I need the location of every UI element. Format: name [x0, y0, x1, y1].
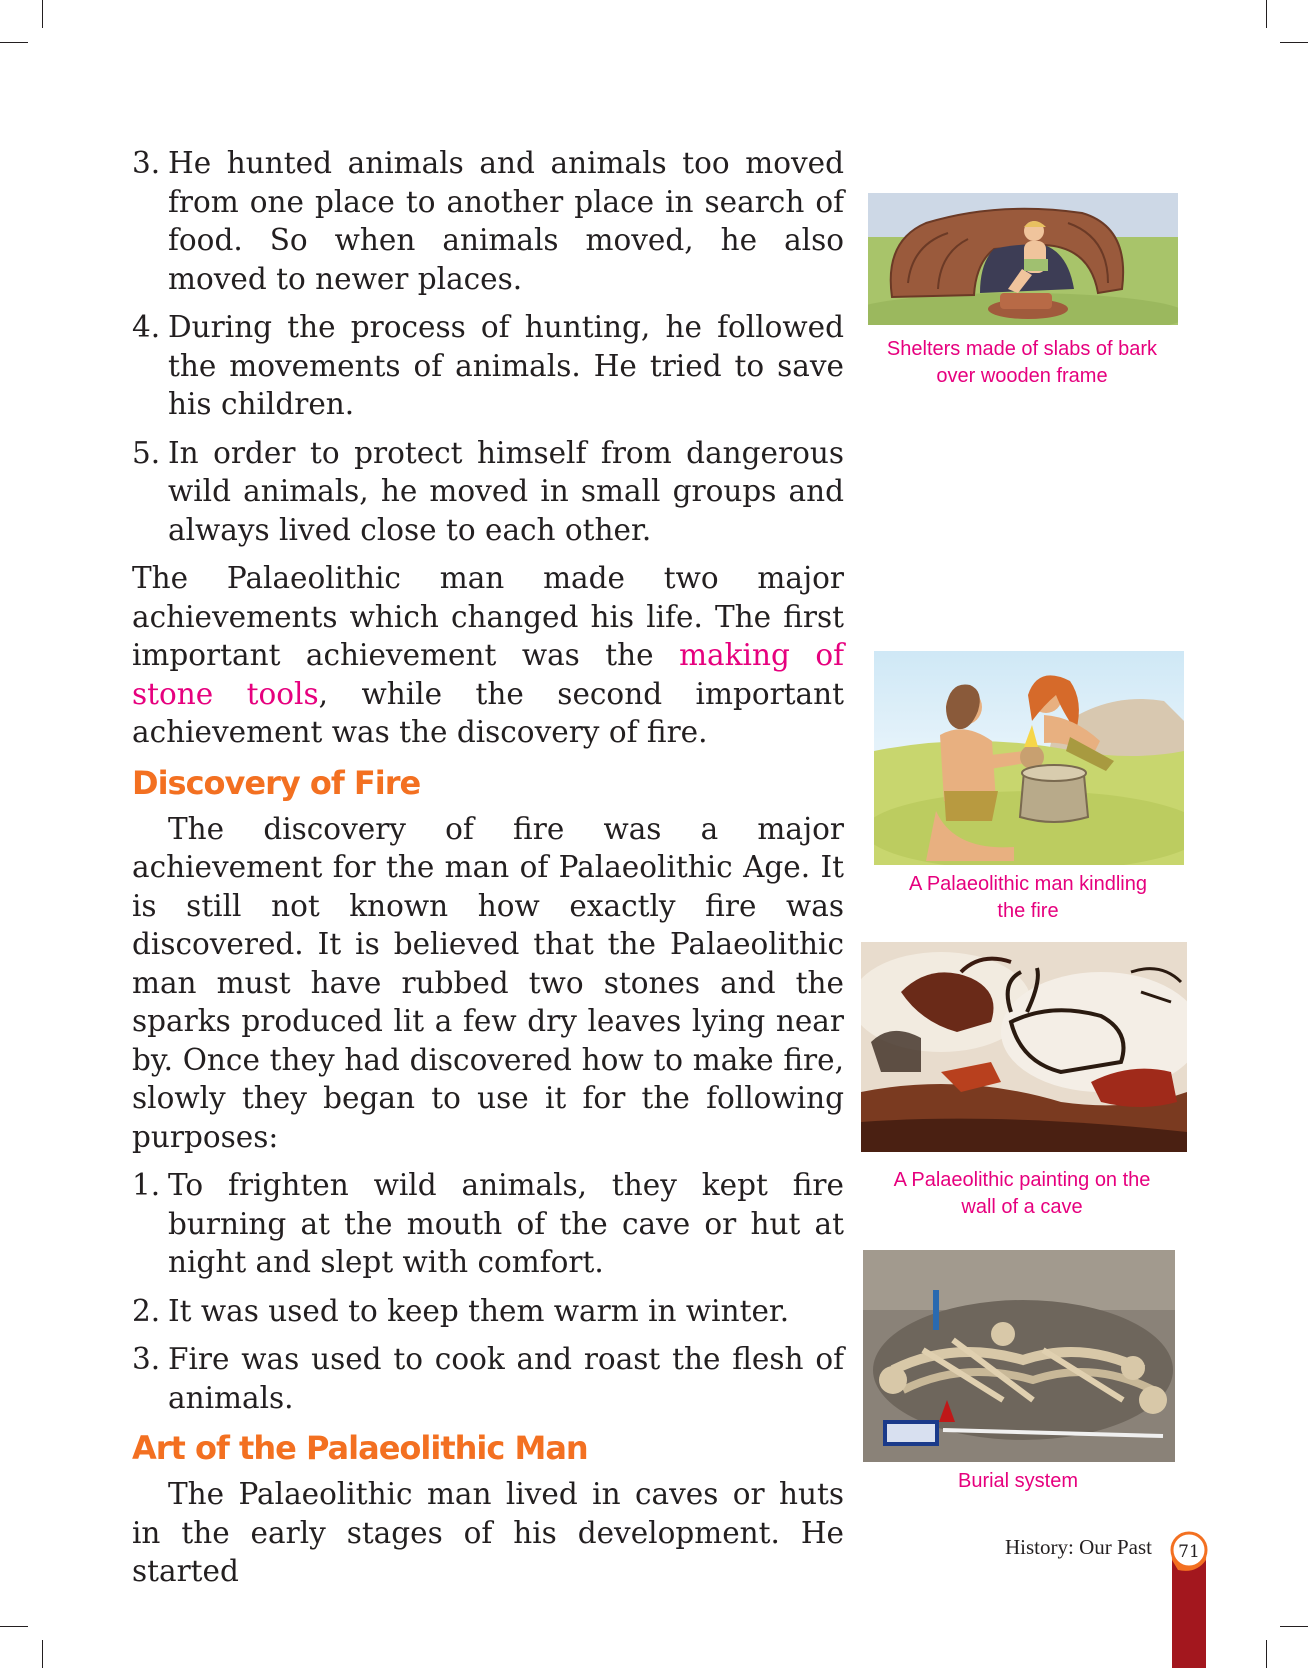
hunting-list: [132, 144, 844, 549]
crop-mark: [1280, 1626, 1308, 1627]
highlight-term: making of stone tools: [132, 638, 844, 711]
section-heading-art: Art of the Palaeolithic Man: [132, 1429, 588, 1467]
fire-caption: A Palaeolithic man kindling the fire: [909, 873, 1147, 922]
art-paragraph: The Palaeolithic man lived in caves or huts in the early stages of his development. He started: [132, 1477, 844, 1588]
shelter-caption: Shelters made of slabs of bark over wooden frame: [886, 338, 1158, 387]
achievements-paragraph: The Palaeolithic man made two major achievements which changed his life. The first important achievement was the making of stone tools, while the second important achievement was the discovery of fire.: [132, 561, 844, 749]
cave-painting-photo: [861, 942, 1187, 1152]
crop-mark: [0, 42, 28, 43]
crop-mark: [42, 1640, 43, 1668]
burial-photo: [863, 1250, 1175, 1462]
crop-mark: [1280, 42, 1308, 43]
section-heading-fire: Discovery of Fire: [132, 763, 421, 802]
fire-kindling-illustration: [874, 651, 1184, 865]
main-text-column: [132, 144, 844, 1601]
page-number: 71: [1178, 1542, 1200, 1562]
crop-mark: [1266, 1640, 1267, 1668]
list-item: 1. To frighten wild animals, they kept fire burning at the mouth of the cave or hut at night and slept with comfort.: [132, 1168, 844, 1279]
crop-mark: [1266, 0, 1267, 28]
crop-mark: [0, 1626, 28, 1627]
list-item: 5. In order to protect himself from dangerous wild animals, he moved in small groups and always lived close to each other.: [132, 435, 844, 547]
fire-paragraph: The discovery of fire was a major achievement for the man of Palaeolithic Age. It is still not known how exactly fire was discovered. It is believed that the Palaeolithic man must have rubbed two stones and the sparks produced lit a few dry leaves lying near by. Once they had discovered how to make fire, slowly they began to use it for the following purposes:: [132, 811, 844, 1154]
list-item: 3. Fire was used to cook and roast the flesh of animals.: [132, 1342, 844, 1415]
fire-uses-list: [132, 1166, 844, 1417]
crop-mark: [42, 0, 43, 28]
burial-caption: Burial system: [957, 1470, 1079, 1492]
painting-caption: A Palaeolithic painting on the wall of a cave: [893, 1169, 1151, 1218]
shelter-illustration: [868, 193, 1178, 325]
book-title-footer: History: Our Past: [1005, 1535, 1152, 1559]
list-item: 4. During the process of hunting, he followed the movements of animals. He tried to save his children.: [132, 310, 844, 421]
list-item: 2. It was used to keep them warm in winter.: [132, 1293, 790, 1328]
list-item: 3. He hunted animals and animals too moved from one place to another place in search of food. So when animals moved, he also moved to newer places.: [132, 146, 844, 296]
